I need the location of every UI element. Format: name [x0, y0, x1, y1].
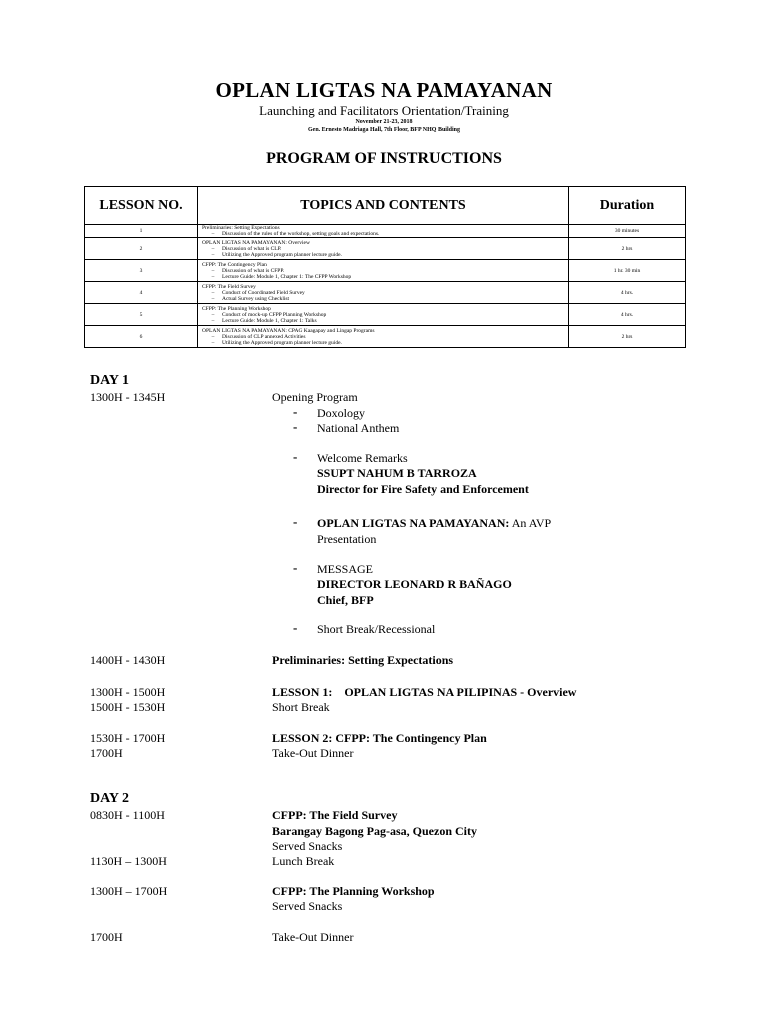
lessons-table-body: [85, 225, 686, 348]
lesson-topic-title: CFPP: The Planning Workshop: [202, 305, 271, 312]
lesson-subtopic: – Lecture Guide: Module 1, Chapter 1: Talks: [202, 318, 568, 324]
document-title: OPLAN LIGTAS NA PAMAYANAN: [215, 78, 553, 102]
lesson-duration-cell: 2 hrs: [569, 326, 686, 348]
schedule-time: 1300H - 1500H: [90, 685, 166, 699]
opening-program-title: Opening Program: [272, 390, 358, 404]
table-row: [85, 225, 686, 238]
lesson-duration-cell: 4 hrs.: [569, 282, 686, 304]
bullet-dash: -: [293, 419, 298, 434]
schedule-item: CFPP: The Field Survey: [272, 808, 398, 822]
doxology-item: Doxology: [317, 406, 365, 420]
bullet-dash: -: [293, 620, 298, 635]
lesson-duration-cell: 30 minutes: [569, 225, 686, 238]
welcome-speaker-position: Director for Fire Safety and Enforcement: [317, 482, 529, 496]
lesson-number-cell: 1: [85, 225, 198, 238]
lesson-topic-title: Preliminaries: Setting Expectations: [202, 225, 280, 231]
schedule-item: CFPP: The Planning Workshop: [272, 884, 435, 898]
lesson-topic-cell: [198, 282, 569, 304]
section-title: PROGRAM OF INSTRUCTIONS: [266, 150, 502, 167]
table-row: [85, 282, 686, 304]
schedule-time: 1530H - 1700H: [90, 731, 166, 745]
header-lesson-no: LESSON NO.: [85, 187, 198, 225]
schedule-item-location: Barangay Bagong Pag-asa, Quezon City: [272, 824, 478, 838]
lesson-subtopic: – Lecture Guide: Module 1, Chapter 1: The CFPP Workshop: [202, 274, 568, 280]
document-subtitle: Launching and Facilitators Orientation/Training: [259, 103, 509, 118]
lesson-subtopic: – Discussion of what is CFPP.: [202, 268, 568, 274]
header-topics: TOPICS AND CONTENTS: [198, 187, 569, 225]
event-venue: Gen. Ernesto Madriaga Hall, 7th Floor, BFP NHQ Building: [308, 127, 460, 133]
short-break-recessional: Short Break/Recessional: [317, 622, 436, 636]
day1-heading: DAY 1: [90, 373, 130, 388]
welcome-remarks-item: Welcome Remarks: [317, 451, 408, 465]
table-row: [85, 238, 686, 260]
schedule-item-note: Served Snacks: [272, 839, 343, 853]
lesson-duration-cell: 1 hr. 30 min: [569, 260, 686, 282]
schedule-time: 1500H - 1530H: [90, 700, 166, 714]
schedule-time: 1130H – 1300H: [90, 854, 167, 868]
schedule-time: 1300H – 1700H: [90, 884, 168, 898]
bullet-dash: -: [293, 514, 298, 529]
lesson-subtopic: – Conduct of mock-up CFPP Planning Workshop: [202, 312, 568, 318]
lesson-subtopic: – Conduct of Coordinated Field Survey: [202, 290, 568, 296]
message-speaker-position: Chief, BFP: [317, 593, 374, 607]
lesson-number-cell: 5: [85, 304, 198, 326]
table-row: [85, 260, 686, 282]
schedule-time: 0830H - 1100H: [90, 808, 165, 822]
schedule-item: LESSON 1: OPLAN LIGTAS NA PILIPINAS - Overview: [272, 685, 577, 699]
lesson-duration-cell: 4 hrs.: [569, 304, 686, 326]
header-duration: Duration: [569, 187, 686, 225]
schedule-item: Take-Out Dinner: [272, 746, 354, 760]
schedule-item: Take-Out Dinner: [272, 930, 354, 944]
avp-line2: Presentation: [317, 532, 377, 546]
schedule-time: 1700H: [90, 746, 123, 760]
bullet-dash: -: [293, 404, 298, 419]
table-row: [85, 304, 686, 326]
lesson-subtopic: – Discussion of what is CLP.: [202, 246, 568, 252]
lesson-subtopic: – Discussion of the rules of the workshop, setting goals and expectations.: [202, 231, 568, 237]
anthem-item: National Anthem: [317, 421, 400, 435]
schedule-item: Short Break: [272, 700, 330, 714]
lesson-subtopic: – Utilizing the Approved program planner lecture guide.: [202, 340, 568, 346]
lesson-subtopic: – Actual Survey using Checklist: [202, 296, 568, 302]
schedule-time: 1400H - 1430H: [90, 653, 166, 667]
bullet-dash: -: [293, 560, 298, 575]
bullet-dash: -: [293, 449, 298, 464]
day2-heading: DAY 2: [90, 791, 130, 806]
lesson-topic-cell: [198, 304, 569, 326]
schedule-item: Preliminaries: Setting Expectations: [272, 653, 454, 667]
lesson-number-cell: 4: [85, 282, 198, 304]
lesson-topic-cell: [198, 238, 569, 260]
lesson-topic-title: OPLAN LIGTAS NA PAMAYANAN: Overview: [202, 239, 310, 246]
lesson-topic-cell: [198, 225, 569, 238]
avp-rest: An AVP: [509, 516, 552, 530]
lesson-duration-cell: 2 hrs: [569, 238, 686, 260]
lesson-subtopic: – Discussion of CLP annexed Activities: [202, 334, 568, 340]
opening-time: 1300H - 1345H: [90, 390, 166, 404]
schedule-item: Lunch Break: [272, 854, 335, 868]
schedule-item: LESSON 2: CFPP: The Contingency Plan: [272, 731, 487, 745]
lesson-topic-cell: [198, 260, 569, 282]
lessons-table: [84, 186, 686, 348]
avp-item: [317, 516, 551, 531]
welcome-speaker-name: SSUPT NAHUM B TARROZA: [317, 466, 477, 480]
lesson-topic-title: CFPP: The Contingency Plan: [202, 261, 267, 268]
schedule-time: 1700H: [90, 930, 123, 944]
lesson-subtopic: – Utilizing the Approved program planner lecture guide.: [202, 252, 568, 258]
lesson-topic-cell: [198, 326, 569, 348]
table-header-row: [85, 187, 686, 225]
message-item: MESSAGE: [317, 562, 374, 576]
avp-title: OPLAN LIGTAS NA PAMAYANAN:: [317, 516, 510, 530]
schedule-item-note: Served Snacks: [272, 899, 343, 913]
message-speaker-name: DIRECTOR LEONARD R BAÑAGO: [317, 577, 512, 591]
lesson-number-cell: 3: [85, 260, 198, 282]
table-row: [85, 326, 686, 348]
lesson-number-cell: 2: [85, 238, 198, 260]
lesson-number-cell: 6: [85, 326, 198, 348]
lesson-topic-title: CFPP: The Field Survey: [202, 283, 256, 290]
lesson-topic-title: OPLAN LIGTAS NA PAMAYANAN: CPAG Kaagapay and Lingap Programs: [202, 327, 375, 334]
event-date: November 21-23, 2018: [355, 119, 413, 125]
